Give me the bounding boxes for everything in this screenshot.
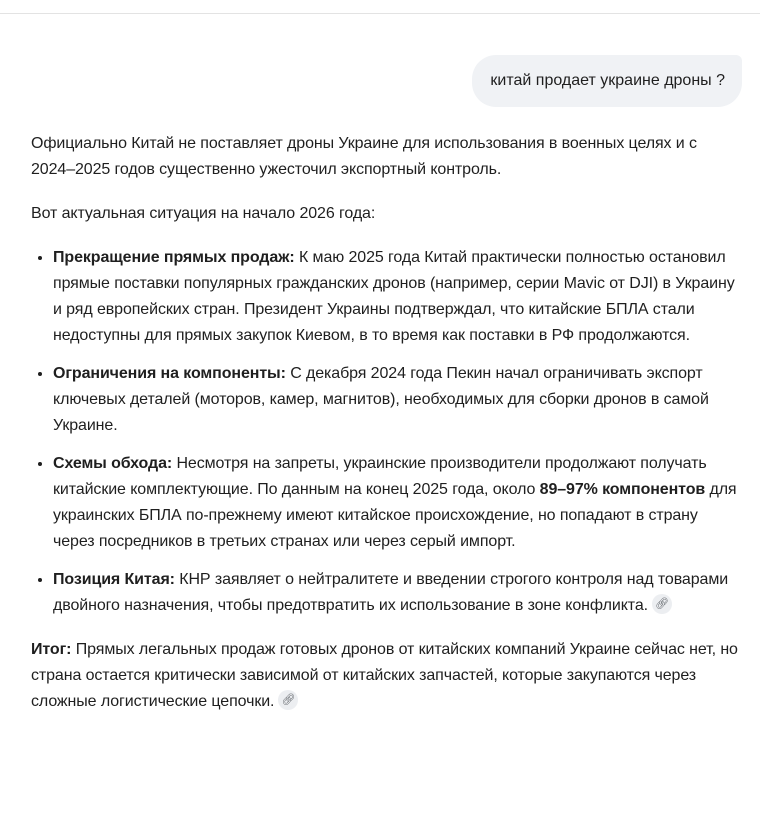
item-text: К маю 2025 года Китай практически полностью остановил прямые поставки популярных гражданских дронов (например, серии Mavic от DJI) в Украину и ряд европейских стран. Президент Украины подтверждал, что китайские БПЛА стали недоступны для прямых закупок Киевом, в то время как поставки в РФ продолжаются. [53, 249, 735, 344]
item-highlight: 89–97% компонентов [539, 481, 706, 498]
link-icon[interactable]: 🔗︎ [652, 594, 672, 614]
user-message-bubble [472, 55, 742, 107]
list-item [53, 361, 743, 439]
item-text: С декабря 2024 года Пекин начал ограничивать экспорт ключевых деталей (моторов, камер, магнитов), необходимых для сборки дронов в самой Украине. [53, 365, 709, 434]
list-item [53, 567, 743, 619]
summary-title: Итог: [31, 641, 72, 658]
item-title: Позиция Китая: [53, 571, 175, 588]
item-text: для украинских БПЛА по-прежнему имеют китайское происхождение, но попадают в страну через посредников в третьих странах или через серый импорт. [53, 481, 737, 550]
intro-paragraph: Официально Китай не поставляет дроны Украине для использования в военных целях и с 2024–2025 годов существенно ужесточил экспортный контроль. [31, 135, 697, 178]
assistant-response [31, 131, 743, 733]
header-divider [0, 13, 760, 14]
subheading: Вот актуальная ситуация на начало 2026 года: [31, 205, 376, 222]
item-text: Несмотря на запреты, украинские производители продолжают получать китайские комплектующие. По данным на конец 2025 года, около [53, 455, 707, 498]
summary-paragraph [31, 637, 743, 715]
list-item [53, 245, 743, 349]
list-item [53, 451, 743, 555]
item-title: Ограничения на компоненты: [53, 365, 286, 382]
summary-text: Прямых легальных продаж готовых дронов от китайских компаний Украине сейчас нет, но страна остается критически зависимой от китайских запчастей, которые закупаются через сложные логистические цепочки. [31, 641, 738, 710]
item-title: Схемы обхода: [53, 455, 173, 472]
user-message-text: китай продает украине дроны ? [490, 72, 725, 89]
item-text: КНР заявляет о нейтралитете и введении строгого контроля над товарами двойного назначения, чтобы предотвратить их использование в зоне конфликта. [53, 571, 729, 614]
link-icon[interactable]: 🔗︎ [278, 690, 298, 710]
item-title: Прекращение прямых продаж: [53, 249, 295, 266]
bullet-list [31, 245, 743, 619]
